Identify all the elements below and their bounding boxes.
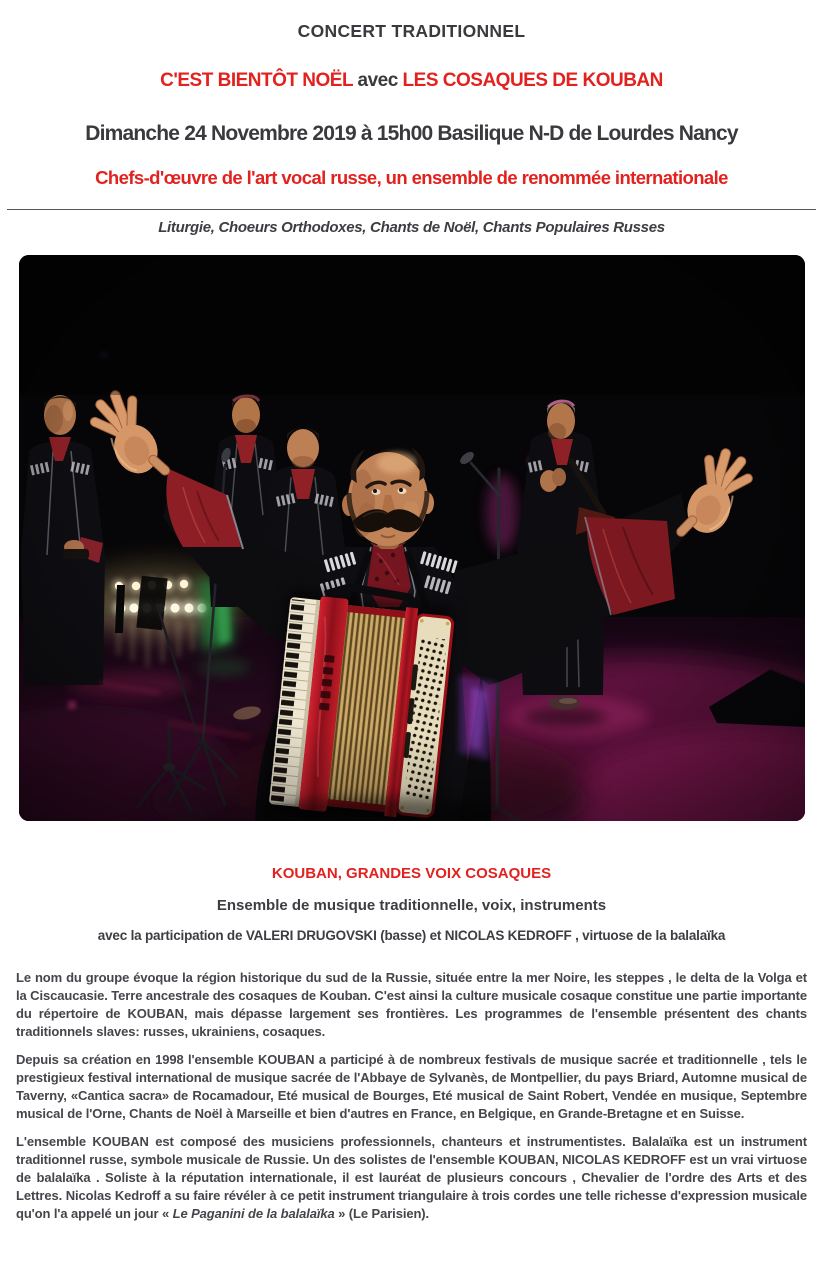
event-title-part2: LES COSAQUES DE KOUBAN (402, 70, 663, 91)
body-text (0, 969, 823, 1223)
event-title-connector: avec (352, 70, 403, 91)
event-subtitle: Chefs-d'œuvre de l'art vocal russe, un ensemble de renommée internationale (95, 167, 728, 188)
paragraph-3-quote: Le Paganini de la balalaïka (172, 1206, 335, 1221)
paragraph-3-text: L'ensemble KOUBAN est composé des musiciens professionnels, chanteurs et instrumentistes. Balalaïka est un instrument traditionnel russe, symbole musicale de Russie. Un des solistes de l'ensemble KOUBAN, NICOLAS KEDROFF est un vrai virtuose de balalaïka . Soliste à la réputation internationale, il est lauréat de plusieurs concours , Chevalier de l'ordre des Arts et des Lettres. Nicolas Kedroff a su faire révéler à ce petit instrument triangulaire à trois cordes une telle richesse d'expression musicale qu'on l'a appelé un jour « (16, 1134, 807, 1221)
divider (7, 209, 816, 210)
section-heading: KOUBAN, GRANDES VOIX COSAQUES (271, 865, 552, 882)
paragraph-2: Depuis sa création en 1998 l'ensemble KOUBAN a participé à de nombreux festivals de musique sacrée et traditionnelle , tels le prestigieux festival international de musique sacrée de l'Abbaye de Sylvanès, de Montpellier, du pays Briard, Automne musical de Taverny, «Cantica sacra» de Rocamadour, Eté musical de Bourges, Eté musical de Saint Robert, Vendée en musique, Septembre musical de l'Orne, Chants de Noël à Marseille et bien d'autres en France, en Belgique, en Grande-Bretagne et en Suisse. (16, 1052, 807, 1121)
paragraph-3-source: » (Le Parisien). (334, 1206, 430, 1221)
event-title (0, 70, 823, 92)
section-subheading-2: avec la participation de VALERI DRUGOVSKI (basse) et NICOLAS KEDROFF , virtuose de la balalaïka (97, 928, 726, 943)
paragraph-1: Le nom du groupe évoque la région historique du sud de la Russie, située entre la mer Noire, les steppes , le delta de la Volga et la Ciscaucasie. Terre ancestrale des cosaques de Kouban. C'est ainsi la culture musicale cosaque constitue une partie importante du répertoire de KOUBAN, mais dépasse largement ses frontières. Les programmes de l'ensemble présentent des chants traditionnels slaves: russes, ukrainiens, cosaques. (16, 970, 807, 1039)
paragraph-3 (16, 1133, 807, 1223)
event-date-location: Dimanche 24 Novembre 2019 à 15h00 Basilique N-D de Lourdes Nancy (85, 122, 738, 145)
event-title-part1: C'EST BIENTÔT NOËL (160, 70, 353, 91)
concert-photo (19, 255, 805, 821)
program-tagline: Liturgie, Choeurs Orthodoxes, Chants de Noël, Chants Populaires Russes (158, 219, 665, 236)
page-title: CONCERT TRADITIONNEL (297, 21, 526, 41)
section-subheading-1: Ensemble de musique traditionnelle, voix, instruments (216, 897, 607, 914)
